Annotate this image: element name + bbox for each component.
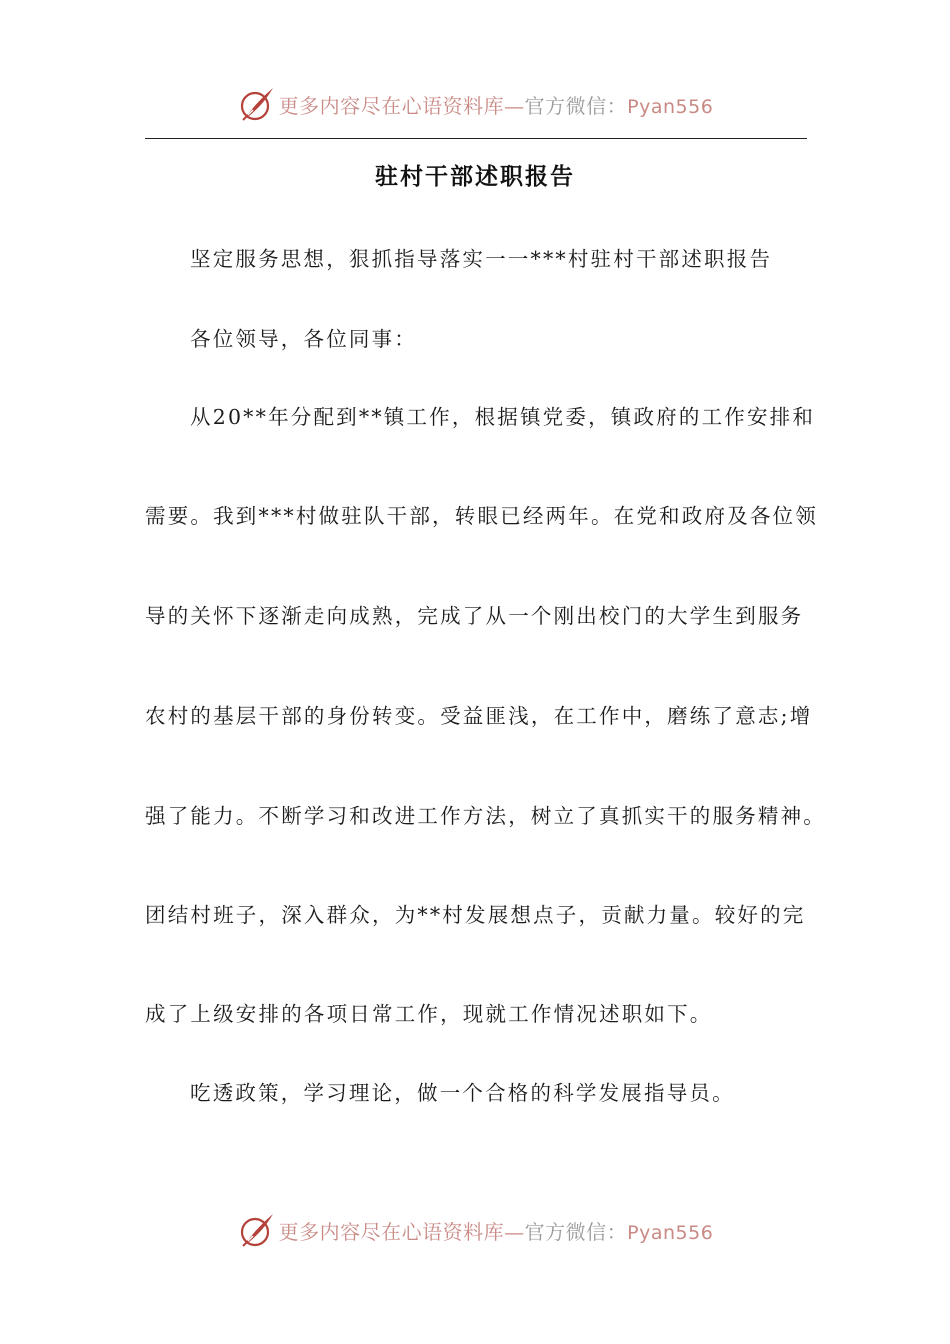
header-banner-dash: — bbox=[504, 93, 525, 118]
document-line-9: 成了上级安排的各项日常工作，现就工作情况述职如下。 bbox=[145, 1002, 713, 1026]
footer-banner-main: 更多内容尽在心语资料库 bbox=[278, 1219, 505, 1244]
footer-banner-wechat: 官方微信： bbox=[524, 1219, 628, 1244]
document-line-6: 农村的基层干部的身份转变。受益匪浅，在工作中，磨练了意志;增 bbox=[145, 704, 813, 728]
document-line-1: 坚定服务思想，狠抓指导落实一一***村驻村干部述职报告 bbox=[190, 247, 773, 271]
header-divider bbox=[145, 138, 807, 139]
document-line-2: 各位领导，各位同事： bbox=[190, 327, 417, 351]
footer-banner-handle: Pyan556 bbox=[627, 1221, 714, 1244]
footer-banner bbox=[0, 1210, 950, 1250]
document-title: 驻村干部述职报告 bbox=[375, 163, 575, 190]
quill-pen-logo-icon bbox=[237, 1210, 277, 1250]
header-banner-main: 更多内容尽在心语资料库 bbox=[278, 93, 505, 118]
document-line-3: 从20**年分配到**镇工作，根据镇党委，镇政府的工作安排和 bbox=[190, 405, 816, 429]
footer-banner-dash: — bbox=[504, 1219, 525, 1244]
header-banner-wechat: 官方微信： bbox=[524, 93, 628, 118]
header-banner-handle: Pyan556 bbox=[627, 95, 714, 118]
footer-banner-text bbox=[279, 1216, 714, 1245]
document-line-8: 团结村班子，深入群众，为**村发展想点子，贡献力量。较好的完 bbox=[145, 903, 806, 927]
document-line-7: 强了能力。不断学习和改进工作方法，树立了真抓实干的服务精神。 bbox=[145, 804, 826, 828]
quill-pen-logo-icon bbox=[237, 84, 277, 124]
document-line-10: 吃透政策，学习理论，做一个合格的科学发展指导员。 bbox=[190, 1081, 735, 1105]
document-line-4: 需要。我到***村做驻队干部，转眼已经两年。在党和政府及各位领 bbox=[145, 504, 818, 528]
document-line-5: 导的关怀下逐渐走向成熟，完成了从一个刚出校门的大学生到服务 bbox=[145, 604, 804, 628]
header-banner-text bbox=[279, 90, 714, 119]
header-banner bbox=[0, 84, 950, 124]
